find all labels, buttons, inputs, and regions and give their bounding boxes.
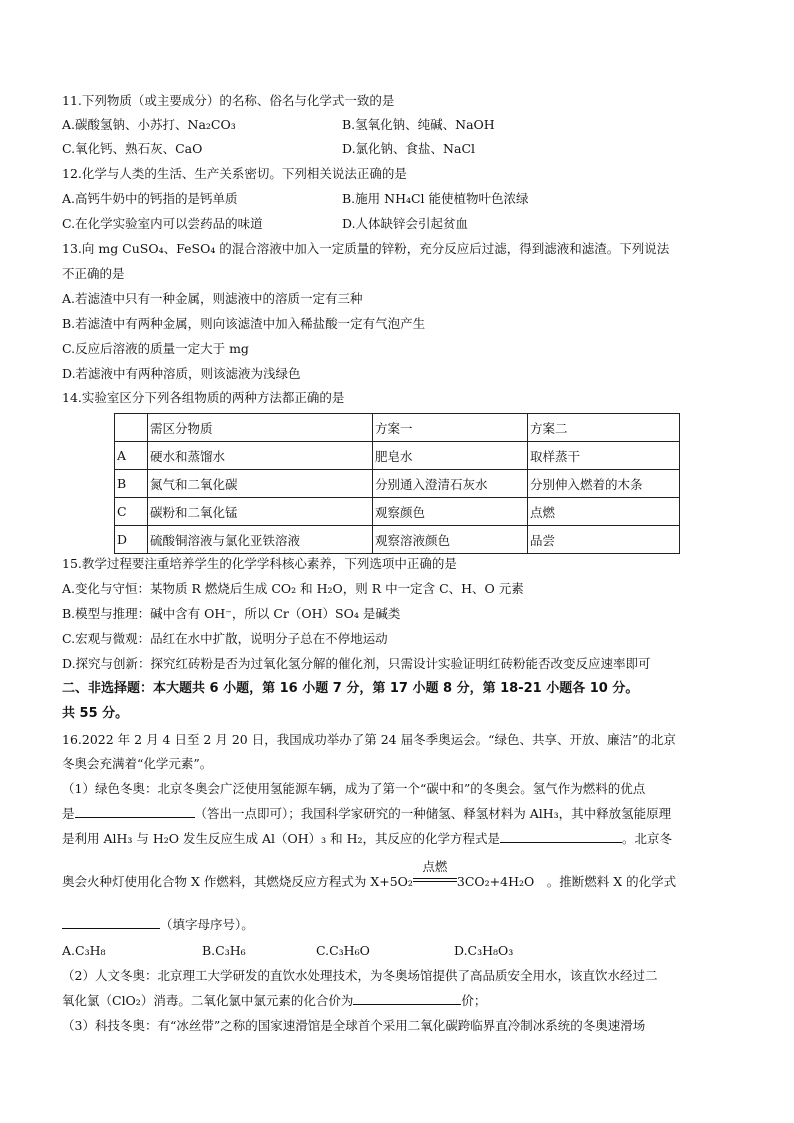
q16-intro-line2: 冬奥会充满着“化学元素”。 <box>62 756 213 771</box>
q16-part1-text: （填字母序号）。 <box>160 917 254 932</box>
q16-part1-line3 <box>62 830 742 848</box>
q12-option-d: D.人体缺锌会引起贫血 <box>342 216 469 231</box>
reaction-condition-label: 点燃 <box>422 859 448 874</box>
table-cell: 硬水和蒸馏水 <box>148 442 373 470</box>
q12-option-b: B.施用 NH₄Cl 能使植物叶色浓绿 <box>342 191 529 206</box>
table-cell: A <box>115 442 148 470</box>
q16-part1-line5 <box>62 916 742 934</box>
q16-option-d: D.C₃H₈O₃ <box>454 943 514 958</box>
q12-option-a: A.高钙牛奶中的钙指的是钙单质 <box>62 191 238 206</box>
table-row <box>115 442 680 470</box>
q14-table <box>114 413 680 554</box>
table-header-cell: 方案一 <box>373 414 528 442</box>
q12-option-c: C.在化学实验室内可以尝药品的味道 <box>62 216 263 231</box>
table-header-cell <box>115 414 148 442</box>
q16-part2-text: 氧化氯（ClO₂）消毒。二氧化氯中氯元素的化合价为 <box>62 993 354 1008</box>
table-cell: 点燃 <box>528 498 680 526</box>
q11-option-d: D.氯化钠、食盐、NaCl <box>342 141 476 156</box>
q12-stem: 12.化学与人类的生活、生产关系密切。下列相关说法正确的是 <box>62 166 407 181</box>
q13-option-a: A.若滤渣中只有一种金属，则滤液中的溶质一定有三种 <box>62 291 363 306</box>
table-cell: 氮气和二氧化碳 <box>148 470 373 498</box>
q16-part2-line2 <box>62 992 742 1010</box>
q15-stem: 15.教学过程要注重培养学生的化学学科核心素养，下列选项中正确的是 <box>62 556 457 571</box>
q14-stem: 14.实验室区分下列各组物质的两种方法都正确的是 <box>62 390 345 405</box>
q13-option-c: C.反应后溶液的质量一定大于 mg <box>62 341 249 356</box>
q11-option-a: A.碳酸氢钠、小苏打、Na₂CO₃ <box>62 117 236 132</box>
q15-option-b: B.模型与推理：碱中含有 OH⁻，所以 Cr（OH）SO₄ 是碱类 <box>62 606 401 621</box>
q16-option-a: A.C₃H₈ <box>62 943 106 958</box>
q16-option-c: C.C₃H₆O <box>316 943 370 958</box>
answer-blank-equation[interactable] <box>500 830 622 843</box>
table-row <box>115 470 680 498</box>
q16-part2-text: 价； <box>461 993 487 1008</box>
q13-stem-line2: 不正确的是 <box>62 266 125 281</box>
double-line-equals-icon <box>413 878 457 882</box>
table-cell: 碳粉和二氧化锰 <box>148 498 373 526</box>
q13-option-b: B.若滤渣中有两种金属，则向该滤渣中加入稀盐酸一定有气泡产生 <box>62 316 426 331</box>
q16-part1-text: 3CO₂+4H₂O 。推断燃料 X 的化学式 <box>456 874 677 889</box>
table-cell: 硫酸铜溶液与氯化亚铁溶液 <box>148 526 373 554</box>
q15-option-c: C.宏观与微观：品红在水中扩散，说明分子总在不停地运动 <box>62 631 388 646</box>
table-cell: 分别通入澄清石灰水 <box>373 470 528 498</box>
table-cell: D <box>115 526 148 554</box>
q11-option-b: B.氢氧化钠、纯碱、NaOH <box>342 117 495 132</box>
q11-option-c: C.氧化钙、熟石灰、CaO <box>62 141 203 156</box>
q11-stem: 11.下列物质（或主要成分）的名称、俗名与化学式一致的是 <box>62 93 395 108</box>
q16-part1-line4 <box>62 859 742 891</box>
q16-part1-text: 是 <box>62 806 75 821</box>
table-cell: 观察溶液颜色 <box>373 526 528 554</box>
table-cell: 观察颜色 <box>373 498 528 526</box>
q15-option-d: D.探究与创新：探究红砖粉是否为过氧化氢分解的催化剂，只需设计实验证明红砖粉能否改变反应速率即可 <box>62 656 651 671</box>
section-heading-line2: 共 55 分。 <box>62 706 129 721</box>
q12-options-row1 <box>62 190 742 208</box>
q16-part3-line1: （3）科技冬奥：有“冰丝带”之称的国家速滑馆是全球首个采用二氧化碳跨临界直冷制冰系统的冬奥速滑场 <box>62 1018 646 1033</box>
table-cell: 分别伸入燃着的木条 <box>528 470 680 498</box>
q12-options-row2 <box>62 215 742 233</box>
answer-blank-valence[interactable] <box>353 992 461 1005</box>
q16-part1-line1: （1）绿色冬奥：北京冬奥会广泛使用氢能源车辆，成为了第一个“碳中和”的冬奥会。氢气作为燃料的优点 <box>62 781 646 796</box>
q13-option-d: D.若滤液中有两种溶质，则该滤液为浅绿色 <box>62 366 301 381</box>
table-cell: 品尝 <box>528 526 680 554</box>
q16-part1-text: 是利用 AlH₃ 与 H₂O 发生反应生成 Al（OH）₃ 和 H₂，其反应的化学方程式是 <box>62 831 501 846</box>
answer-blank-advantage[interactable] <box>75 805 195 818</box>
table-header-cell: 方案二 <box>528 414 680 442</box>
table-cell: C <box>115 498 148 526</box>
q16-part1-text: 。北京冬 <box>622 831 673 846</box>
q16-part1-line2 <box>62 805 742 823</box>
q16-option-b: B.C₃H₆ <box>202 943 246 958</box>
table-cell: 肥皂水 <box>373 442 528 470</box>
q16-part2-line1: （2）人文冬奥：北京理工大学研发的直饮水处理技术，为冬奥场馆提供了高品质安全用水，该直饮水经过二 <box>62 968 658 983</box>
q16-part1-text: 奥会火种灯使用化合物 X 作燃料，其燃烧反应方程式为 X+5O₂ <box>62 874 413 889</box>
table-header-row <box>115 414 680 442</box>
table-row <box>115 498 680 526</box>
reaction-condition-equals <box>413 859 457 886</box>
q13-stem-line1: 13.向 mg CuSO₄、FeSO₄ 的混合溶液中加入一定质量的锌粉，充分反应后过滤，得到滤液和滤渣。下列说法 <box>62 241 670 256</box>
q11-options-row2 <box>62 140 742 158</box>
q16-part1-text: （答出一点即可）；我国科学家研究的一种储氢、释氢材料为 AlH₃，其中释放氢能原理 <box>194 806 672 821</box>
q11-options-row1 <box>62 116 742 134</box>
section-heading-line1: 二、非选择题：本大题共 6 小题，第 16 小题 7 分，第 17 小题 8 分，第 18-21 小题各 10 分。 <box>62 681 639 696</box>
table-cell: B <box>115 470 148 498</box>
q15-option-a: A.变化与守恒：某物质 R 燃烧后生成 CO₂ 和 H₂O，则 R 中一定含 C、H、O 元素 <box>62 581 524 596</box>
q16-intro-line1: 16.2022 年 2 月 4 日至 2 月 20 日，我国成功举办了第 24 届冬季奥运会。“绿色、共享、开放、廉洁”的北京 <box>62 732 676 747</box>
table-row <box>115 526 680 554</box>
table-cell: 取样蒸干 <box>528 442 680 470</box>
answer-blank-formula[interactable] <box>62 916 160 929</box>
table-header-cell: 需区分物质 <box>148 414 373 442</box>
